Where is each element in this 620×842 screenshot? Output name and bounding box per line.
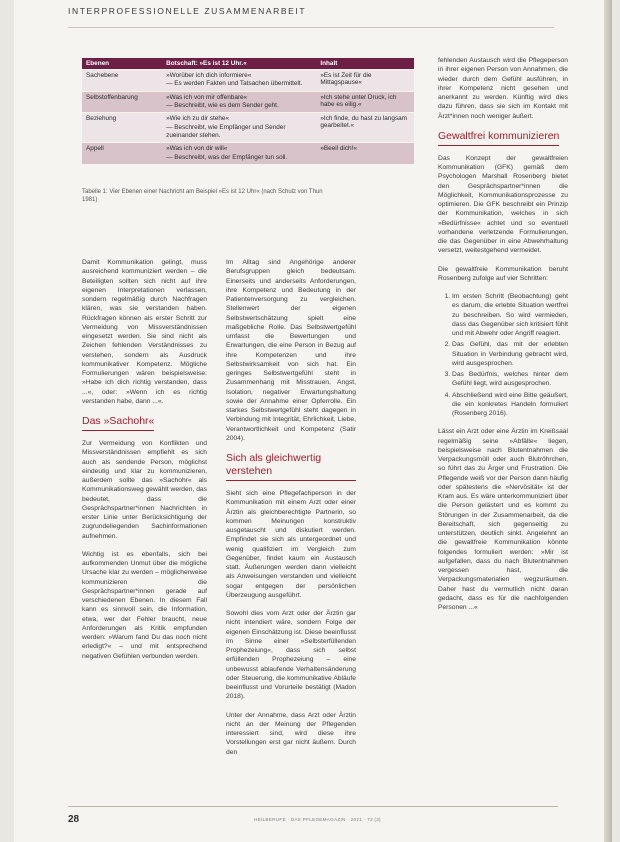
section-heading bbox=[82, 415, 207, 431]
list-item: 3. Das Bedürfnis, welches hinter dem Gefühl liegt, wird ausgesprochen. bbox=[452, 370, 568, 389]
table-cell-ebene: Selbstoffenbarung bbox=[86, 93, 138, 101]
table-cell-ebene: Appell bbox=[86, 145, 104, 153]
table-header-row bbox=[82, 58, 414, 70]
table-row bbox=[82, 92, 414, 114]
list-item: 1. Im ersten Schritt (Beobachtung) geht es darum, die erlebte Situation wertfrei zu beschreiben. So wird vermieden, dass das Gegenüber sich kritisiert fühlt und mit Abwehr oder Angriff reagiert. bbox=[452, 292, 568, 338]
paragraph: fehlenden Austausch wird die Pflegeperson in ihrer eigenen Person von Annahmen, die wieder durch dem Gefühl ausführen, in ihrer Kompetenz nicht gesehen und anerkannt zu werden. Künftig wird dies dazu führen, dass sie sich im Kontakt mit Ärzt*innen noch weniger äußert. bbox=[438, 57, 568, 120]
table-row bbox=[82, 143, 414, 165]
header-rule bbox=[68, 27, 554, 28]
table-header-cell: Botschaft: »Es ist 12 Uhr.« bbox=[166, 60, 247, 67]
footer-rule bbox=[68, 806, 558, 807]
section-heading-text: Sich als gleichwertig verstehen bbox=[226, 452, 356, 481]
footer-text: HEILBERUFE · DAS PFLEGEMAGAZIN · 2021 · 73 (3) bbox=[254, 817, 381, 822]
paragraph: Die gewaltfreie Kommunikation beruht Rosenberg zufolge auf vier Schritten: bbox=[438, 265, 568, 282]
table-cell-inhalt: »Beeil dich!« bbox=[320, 145, 357, 153]
table-header-cell: Inhalt bbox=[320, 60, 338, 67]
list-item: 4. Abschließend wird eine Bitte geäußert, die ein konkretes Handeln formuliert (Rosenberg 2016). bbox=[452, 391, 568, 419]
table-cell-line: — Es werden Fakten und Tatsachen übermittelt. bbox=[166, 80, 303, 88]
table-cell-ebene: Beziehung bbox=[86, 115, 117, 123]
text-column-right bbox=[438, 56, 568, 621]
paragraph: Sieht sich eine Pflegefachperson in der Kommunikation mit einem Arzt oder einer Ärztin als gleichberechtigte Partnerin, so kommen Meinungen konstruktiv ausgetauscht und diskutiert werden. Empfindet sie sich als untergeordnet und wenig qualifiziert im Vergleich zum Gegenüber, findet kaum ein Austausch statt. Äußerungen werden dann vielleicht als Anweisungen verstanden und vielleicht sogar entgegen der persönlichen Überzeugung ausgeführt. bbox=[226, 490, 356, 599]
paragraph: Im Alltag sind Angehörige anderer Berufsgruppen gleich bedeutsam. Einerseits und anderseits Anforderungen, ihre Kompetenz und Bedeutung in der Patientenversorgung zu vergleichen. Stellenwert der eigenen Selbstwertschätzung spielt eine maßgebliche Rolle. Das Selbstwertgefühl umfasst die Bewertungen und Erwartungen, die eine Person in Bezug auf ihre Kompetenzen und ihre Selbstwirksamkeit von sich hat. Ein geringes Selbstwertgefühl steht in Zusammenhang mit Misstrauen, Angst, Isolation, negativer Erwartungshaltung sowie der Annahme einer Opferrolle. Ein starkes Selbstwertgefühl steht dagegen in Verbindung mit Integrität, Ehrlichkeit, Liebe, Verantwortlichkeit und Kompetenz (Satir 2004). bbox=[226, 259, 356, 442]
paragraph: Lässt ein Arzt oder eine Ärztin im Kreißsaal regelmäßig seine »Abfälle« liegen, beispielsweise nach Blutentnahmen die Verpackungsmüll oder auch Blutröhrchen, so führt das zu Ärger und Frustration. Die Pflegende weiß vor der Person dann häufig oder spätestens die »Nervösität« ist der Kram aus. Es wäre unterkommuniziert über die Person gelästert und es kommt zu Störungen in der Zusammenarbeit, da die Bereitschaft, sich gegenseitig zu unterstützen, deutlich sinkt. Angelehnt an die gewaltfreie Kommunikation könnte folgendes formuliert werden: »Mir ist aufgefallen, dass du nach Blutentnahmen vergessen hast, die Verpackungsmaterialien wegzuräumen. Daher hast du vermutlich nicht daran gedacht, dass es für die nachfolgenden Personen ...« bbox=[438, 428, 568, 611]
table-cell-line: — Beschreibt, was der Empfänger tun soll. bbox=[166, 153, 288, 161]
table-cell-ebene: Sachebene bbox=[86, 72, 119, 79]
paragraph: Zur Vermeidung von Konflikten und Missverständnissen empfiehlt es sich auch als sendende Person, möglichst eindeutig und klar zu kommunizieren, außerdem sollte das »Sachohr« als Kommunikationsweg gewählt werden, das bedeutet, dass die Gesprächspartner*innen Nachrichten in erster Linie unter Berücksichtigung der zugrundeliegenden Sachinformationen aufnehmen. bbox=[82, 440, 207, 540]
table-cell-botschaft bbox=[162, 143, 316, 164]
paragraph: Wichtig ist es ebenfalls, sich bei aufkommenden Unmut über die mögliche Ursache klar zu werden – möglicherweise kommunizieren die Gesprächspartner*innen gerade auf verschiedenen Ebenen. In diesem Fall kann es sinnvoll sein, die Information, etwa, wer der Fehler braucht, neue Anforderungen als Kritik empfunden werden: »Warum fand Du das noch nicht erledigt?« – und mit entsprechend negativen Gefühlen verbunden werden. bbox=[82, 550, 207, 660]
text-column-middle bbox=[226, 258, 356, 766]
table-caption: Tabelle 1: Vier Ebenen einer Nachricht am Beispiel »Es ist 12 Uhr« (nach Schulz von Thun 1981) bbox=[82, 189, 323, 204]
page-number: 28 bbox=[68, 814, 80, 825]
magazine-page bbox=[14, 0, 612, 842]
paragraph: Unter der Annahme, dass Arzt oder Ärztin nicht an der Meinung der Pflegenden interessiert sind, wird diese ihre Vorstellungen erst gar nicht äußern. Durch den bbox=[226, 711, 356, 756]
paragraph: Das Konzept der gewaltfreien Kommunikation (GFK) gemäß dem Psychologen Marshall Rosenberg bietet den Gesprächspartner*innen die Möglichkeit, Kommunikationsprozesse zu optimieren. Die GFK beschreibt ein Prinzip der Kommunikation, welches in sich »Bedürfnisse« achtet und so eventuell vorhandene verletzende Formulierungen, die das Gegenüber in eine Abwehrhaltung versetzt, weitestgehend vermeidet. bbox=[438, 154, 568, 255]
communication-levels-table bbox=[82, 58, 414, 165]
section-heading-text: Das »Sachohr« bbox=[82, 415, 154, 431]
list-item: 2. Das Gefühl, das mit der erlebten Situation in Verbindung gebracht wird, wird ausgesprochen. bbox=[452, 340, 568, 368]
paragraph: Damit Kommunikation gelingt, muss ausreichend kommuniziert werden – die Beteiligten sollten sich nicht auf ihre eigenen Interpretationen verlassen, sondern regelmäßig durch Nachfragen klären, was sie verstanden haben. Rückfragen können als erster Schritt zur Vermeidung von Missverständnissen eingesetzt werden. Sie sind nicht als Zeichen fehlenden Verständnisses zu verstehen, sondern als Ausdruck kommunikativer Kompetenz. Mögliche Formulierungen wären beispielsweise: »Habe ich dich richtig verstanden, dass ...«, oder: »Wenn ich es richtig verstanden habe, dann ...«. bbox=[82, 259, 207, 405]
table-cell-botschaft bbox=[162, 70, 316, 91]
table-header-cell: Ebenen bbox=[86, 60, 110, 67]
table-cell-botschaft bbox=[162, 113, 316, 142]
table-cell-line: »Worüber ich dich informiere« bbox=[166, 72, 252, 79]
running-header: INTERPROFESSIONELLE ZUSAMMENARBEIT bbox=[68, 6, 307, 16]
table-cell-inhalt: »Es ist Zeit für die Mittagspause« bbox=[320, 72, 372, 86]
paragraph: Sowohl dies vom Arzt oder der Ärztin gar nicht intendiert wäre, sondern Folge der eigenen Einschätzung ist. Diese beeinflusst im Sinne einer »Selbsterfüllenden Prophezeiung«, dass sich selbst erfüllenden Prophezeiung – eine unbewusst ablaufende Verhaltensänderung oder Steuerung, die kommunikative Abläufe beeinflusst und Vorurteile bestätigt (Madon 2018). bbox=[226, 610, 356, 701]
section-heading bbox=[438, 130, 568, 146]
table-cell-line: »Was ich von mir offenbare« bbox=[166, 93, 248, 101]
table-row bbox=[82, 70, 414, 92]
section-heading bbox=[226, 452, 356, 481]
table-row bbox=[82, 113, 414, 143]
table-cell-line: »Wie ich zu dir stehe« bbox=[166, 115, 229, 123]
table-cell-botschaft bbox=[162, 92, 316, 113]
text-column-left bbox=[82, 258, 207, 670]
table-cell-line: »Was ich von dir will« bbox=[166, 145, 228, 153]
section-heading-text: Gewaltfrei kommunizieren bbox=[438, 130, 559, 146]
table-cell-inhalt: »Ich finde, du hast zu langsam gearbeitet.« bbox=[320, 115, 408, 130]
numbered-list bbox=[438, 292, 568, 418]
book-spine-shadow bbox=[604, 0, 612, 842]
table-cell-line: — Beschreibt, wie es dem Sender geht. bbox=[166, 101, 279, 109]
table-cell-inhalt: »Ich stehe unter Druck, ich habe es eilig.« bbox=[320, 93, 397, 108]
table-cell-line: — Beschreibt, wie Empfänger und Sender zueinander stehen. bbox=[166, 123, 286, 139]
